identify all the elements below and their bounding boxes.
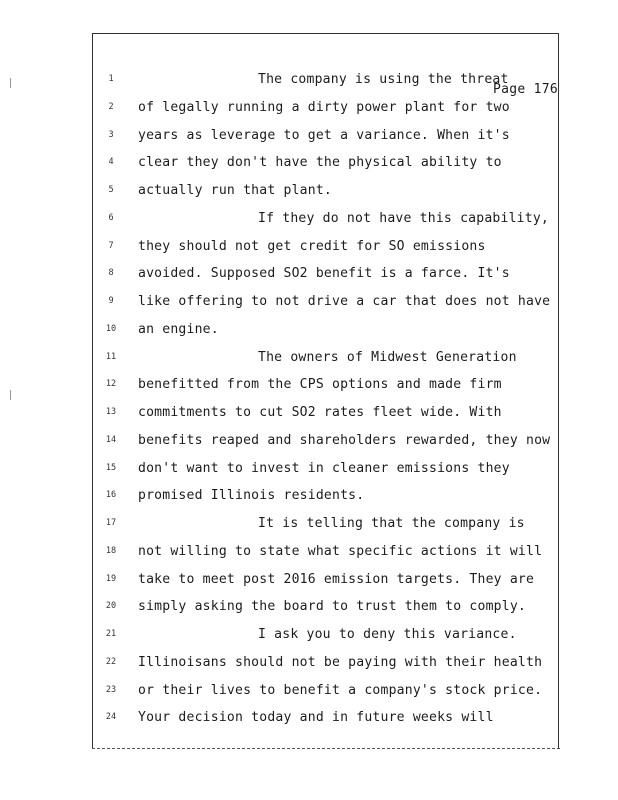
transcript-line bbox=[93, 461, 563, 481]
line-text: benefitted from the CPS options and made firm bbox=[138, 377, 502, 393]
line-text: benefits reaped and shareholders rewarded, they now bbox=[138, 432, 551, 448]
line-number: 20 bbox=[105, 601, 117, 612]
line-number: 18 bbox=[105, 545, 117, 556]
line-text: of legally running a dirty power plant for two bbox=[138, 99, 510, 115]
transcript-line bbox=[93, 155, 563, 175]
transcript-line bbox=[93, 322, 563, 342]
transcript-line bbox=[93, 405, 563, 425]
transcript-line bbox=[93, 350, 563, 370]
line-text: not willing to state what specific actions it will bbox=[138, 543, 543, 559]
transcript-line bbox=[93, 488, 563, 508]
line-number: 5 bbox=[108, 185, 114, 195]
line-text: simply asking the board to trust them to comply. bbox=[138, 599, 526, 615]
line-text: avoided. Supposed SO2 benefit is a farce. It's bbox=[138, 266, 510, 282]
transcript-line bbox=[93, 239, 563, 259]
line-number: 16 bbox=[105, 490, 117, 501]
line-number: 15 bbox=[105, 462, 117, 473]
page-number: Page 176 bbox=[492, 82, 558, 97]
transcript-line bbox=[93, 266, 563, 286]
line-text: don't want to invest in cleaner emissions they bbox=[138, 460, 510, 476]
line-text: actually run that plant. bbox=[138, 183, 332, 198]
transcript-line bbox=[93, 128, 563, 148]
scan-artifact-middle bbox=[10, 390, 11, 400]
transcript-line bbox=[93, 433, 563, 453]
transcript-line bbox=[93, 572, 563, 592]
line-number: 21 bbox=[105, 629, 117, 639]
transcript-page bbox=[92, 33, 559, 749]
line-text: like offering to not drive a car that does not have bbox=[138, 294, 551, 309]
line-number: 22 bbox=[105, 656, 117, 667]
line-text: commitments to cut SO2 rates fleet wide. With bbox=[138, 405, 502, 420]
line-number: 11 bbox=[105, 351, 117, 362]
scan-artifact-top bbox=[10, 78, 11, 88]
line-text: years as leverage to get a variance. When it's bbox=[138, 127, 510, 143]
line-number: 24 bbox=[105, 712, 117, 723]
transcript-line bbox=[93, 683, 563, 703]
transcript-line bbox=[93, 294, 563, 314]
transcript-line bbox=[93, 516, 563, 536]
transcript-line bbox=[93, 544, 563, 564]
line-text: take to meet post 2016 emission targets. They are bbox=[138, 571, 535, 587]
line-number: 8 bbox=[108, 268, 114, 279]
line-number: 6 bbox=[108, 212, 114, 223]
line-number: 3 bbox=[108, 129, 114, 140]
line-number: 4 bbox=[108, 157, 114, 168]
line-number: 7 bbox=[108, 240, 114, 251]
transcript-line bbox=[93, 211, 563, 231]
line-text: they should not get credit for SO emissions bbox=[138, 238, 486, 254]
transcript-line bbox=[93, 599, 563, 619]
line-text: Illinoisans should not be paying with their health bbox=[138, 654, 543, 670]
line-text: or their lives to benefit a company's stock price. bbox=[138, 682, 543, 698]
transcript-line bbox=[93, 377, 563, 397]
line-number: 17 bbox=[105, 518, 117, 528]
line-text: The company is using the threat bbox=[258, 72, 509, 87]
line-number: 1 bbox=[108, 74, 114, 84]
transcript-line bbox=[93, 627, 563, 647]
line-text: If they do not have this capability, bbox=[258, 210, 549, 226]
line-text: an engine. bbox=[138, 321, 219, 337]
transcript-line bbox=[93, 710, 563, 730]
transcript-line bbox=[93, 100, 563, 120]
line-text: promised Illinois residents. bbox=[138, 488, 365, 504]
line-number: 19 bbox=[105, 573, 117, 584]
transcript-line bbox=[93, 183, 563, 203]
line-text: The owners of Midwest Generation bbox=[258, 349, 517, 365]
line-number: 2 bbox=[108, 101, 114, 112]
line-number: 12 bbox=[105, 379, 117, 390]
line-text: I ask you to deny this variance. bbox=[258, 627, 517, 642]
line-number: 9 bbox=[108, 296, 114, 306]
line-number: 13 bbox=[105, 407, 117, 417]
transcript-line bbox=[93, 72, 563, 92]
transcript-line bbox=[93, 655, 563, 675]
line-number: 23 bbox=[105, 684, 117, 695]
page-bottom-rule bbox=[92, 748, 560, 749]
line-text: Your decision today and in future weeks will bbox=[138, 710, 494, 726]
line-number: 10 bbox=[105, 323, 117, 334]
line-text: clear they don't have the physical ability to bbox=[138, 155, 502, 171]
line-text: It is telling that the company is bbox=[258, 516, 525, 531]
line-number: 14 bbox=[105, 434, 117, 445]
